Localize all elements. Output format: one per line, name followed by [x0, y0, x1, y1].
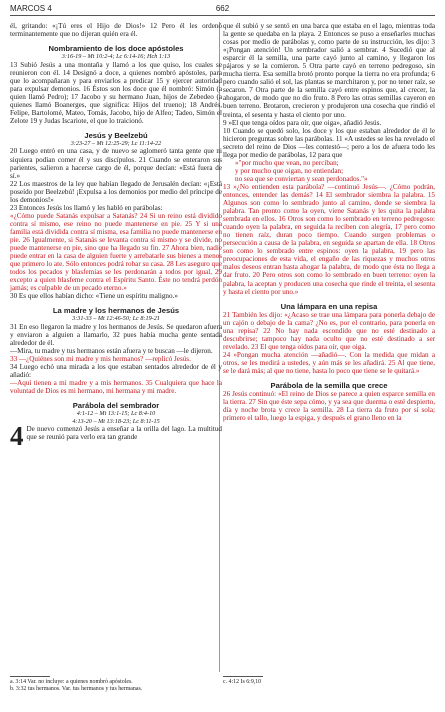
section-heading: Nombramiento de los doce apóstoles — [48, 44, 184, 54]
words-of-jesus: 26 Jesús continuó: «El reino de Dios se parece a quien esparce semilla en la tierra. 27 Sin que éste sepa cómo, y ya sea que duerma o esté despierto, día y noche brota y crece la semilla. 28 La tierra da fruto por sí sola; primero el tallo, luego la espiga, y después el grano lleno en la — [223, 389, 435, 423]
parallel-references: 4:1-12 – Mt 13:1-15; Lc 8:4-10 — [76, 410, 156, 418]
section-heading: Parábola del sembrador — [72, 401, 160, 411]
section-heading: Parábola de la semilla que crece — [270, 380, 388, 390]
words-of-jesus: «¿Cómo puede Satanás expulsar a Satanás? 24 Si un reino está dividido contra sí mismo, ese reino no puede mantenerse en pie. 25 Y si una familia está dividida contra sí misma, esa familia no puede mantenerse en pie. 26 Igualmente, si Satanás se levanta contra sí mismo y se divide, no puede mantenerse en pie, sino que ha llegado su fin. 27 Ahora bien, nadie puede entrar en la casa de alguien fuerte y arrebatarle sus bienes a menos que primero lo ate. Sólo entonces podrá robar su casa. 28 Les aseguro que todos los pecados y blasfemias se les perdonarán a todos por igual, 29 excepto a quien blasfeme contra el Espíritu Santo. Éste no tendrá perdón jamás; es culpable de un pecado eterno.» — [10, 211, 222, 293]
paragraph: 23 Entonces Jesús los llamó y les habló en parábolas: — [10, 203, 163, 212]
poetry-line: y por mucho que oigan, no entiendan; — [235, 166, 344, 175]
footnotes-left — [10, 679, 220, 693]
footnote: b. 3:32 tus hermanos. Var. tus hermanos y tus hermanas. — [10, 686, 143, 692]
paragraph: que él subió y se sentó en una barca que estaba en el lago, mientras toda la gente se quedaba en la playa. 2 Entonces se puso a enseñarles muchas cosas por medio de parábolas y, como parte de su instrucción, les dijo: 3 «¡Pongan atención! Un sembrador salió a sembrar. 4 Sucedió que al esparcir él la semilla, una parte cayó junto al camino, y llegaron los pájaros y se la comieron. 5 Otra parte cayó en terreno pedregoso, sin mucha tierra. Esa semilla brotó pronto porque la tierra no era profunda; 6 pero cuando salió el sol, las plantas se marchitaron y, por no tener raíz, se secaron. 7 Otra parte de la semilla cayó entre espinos que, al crecer, la ahogaron, de modo que no dio fruto. 8 Pero las otras semillas cayeron en buen terreno. Brotaron, crecieron y produjeron una cosecha que rindió el treinta, el sesenta y hasta el ciento por uno. — [223, 22, 435, 119]
left-column — [10, 22, 222, 452]
poetry-line: »"por mucho que vean, no perciban; — [235, 158, 339, 167]
section-heading: La madre y los hermanos de Jesús — [52, 306, 180, 316]
parallel-references: 3:31-33 – Mt 12:46-50; Lc 8:19-21 — [72, 315, 160, 323]
page-header — [10, 4, 435, 16]
paragraph: 22 Los maestros de la ley que habían llegado de Jerusalén decían: «¡Está poseído por Beelzebú! ¡Expulsa a los demonios por medio del príncipe de los demonios!» — [10, 179, 222, 204]
paragraph: 34 Luego echó una mirada a los que estaban sentados alrededor de él y añadió: — [10, 363, 222, 380]
header-rule — [10, 15, 435, 16]
page-number: 662 — [215, 4, 230, 13]
paragraph: 30 Es que ellos habían dicho: «Tiene un espíritu maligno.» — [10, 292, 178, 301]
paragraph: él, gritando: «¡Tú eres el Hijo de Dios!» 12 Pero él les ordenó terminantemente que no dijeran quién era él. — [10, 22, 222, 39]
paragraph-text: De nuevo comenzó Jesús a enseñar a la orilla del lago. La multitud que se reunió para verlo era tan grande — [26, 425, 222, 442]
footnote: a. 3:14 Var. no incluye: a quienes nombró apóstoles. — [10, 679, 133, 685]
paragraph: —Mira, tu madre y tus hermanos están afuera y te buscan —le dijeron. — [10, 347, 213, 355]
paragraph: 9 »El que tenga oídos para oír, que oiga», añadió Jesús. — [223, 118, 382, 127]
section-heading: Una lámpara en una repisa — [280, 301, 378, 311]
paragraph: 20 Luego entró en una casa, y de nuevo se aglomeró tanta gente que ni siquiera podían comer él y sus discípulos. 21 Cuando se enteraron sus parientes, salieron a hacerse cargo de él, porque decían: «Está fuera de sí.» — [10, 147, 222, 180]
words-of-jesus: 21 También les dijo: «¿Acaso se trae una lámpara para ponerla debajo de un cajón o debajo de la cama? ¿No es, por el contrario, para ponerla en una repisa? 22 No hay nada escondido que no esté destinado a descubrirse; tampoco hay nada oculto que no esté destinado a ser revelado. 23 El que tenga oídos para oír, que oiga. — [223, 310, 435, 351]
footnote: c. 4:12 Is 6:9,10 — [223, 679, 262, 685]
footnotes-right — [223, 679, 433, 686]
words-of-jesus: 33 —¿Quiénes son mi madre y mis hermanos? —replicó Jesús. — [10, 355, 191, 364]
paragraph: 10 Cuando se quedó solo, los doce y los que estaban alrededor de él le hicieron preguntas sobre las parábolas. 11 «A ustedes se les ha revelado el secreto del reino de Dios —les contestó—; pero a los de afuera todo les llega por medio de parábolas, 12 para que — [223, 126, 435, 159]
words-of-jesus: 13 »¿No entienden esta parábola? —continuó Jesús—. ¿Cómo podrán, entonces, entender las demás? 14 El sembrador siembra la palabra. 15 Algunos son como lo sembrado junto al camino, donde se siembra la palabra. Tan pronto como la oyen, viene Satanás y les quita la palabra sembrada en ellos. 16 Otros son como lo sembrado en terreno pedregoso: cuando oyen la palabra, en seguida la reciben con alegría, 17 pero como no tienen raíz, duran poco tiempo. Cuando surgen problemas o persecución a causa de la palabra, en seguida se apartan de ella. 18 Otros son como lo sembrado entre espinos: oyen la palabra, 19 pero las preocupaciones de esta vida, el engaño de las riquezas y muchos otros malos deseos entran hasta ahogar la palabra, de modo que ésta no llega a dar fruto. 20 Pero otros son como lo sembrado en buen terreno: oyen la palabra, la aceptan y producen una cosecha que rinde el treinta, el sesenta y hasta el ciento por uno.» — [223, 182, 435, 296]
running-head: MARCOS 4 — [10, 4, 52, 13]
right-column — [223, 22, 435, 422]
paragraph: 13 Subió Jesús a una montaña y llamó a los que quiso, los cuales se reunieron con él. 14 Designó a doce, a quienes nombró apóstoles, para que lo acompañaran y para enviarlos a predicar 15 y ejercer autoridad para expulsar demonios. 16 Éstos son los doce que él nombró: Simón (a quien llamó Pedro); 17 Jacobo y su hermano Juan, hijos de Zebedeo (a quienes llamó Boanerges, que significa: Hijos del trueno); 18 Andrés, Felipe, Bartolomé, Mateo, Tomás, Jacobo, hijo de Alfeo; Tadeo, Simón el Zelote 19 y Judas Iscariote, el que lo traicionó. — [10, 60, 222, 125]
paragraph: 31 En eso llegaron la madre y los hermanos de Jesús. Se quedaron afuera y enviaron a alguien a llamarlo, 32 pues había mucha gente sentada alrededor de él. — [10, 322, 222, 347]
poetry-line: no sea que se conviertan y sean perdonados."» — [235, 174, 368, 183]
footnote-rule — [223, 676, 263, 677]
chapter-number: 4 — [10, 421, 24, 452]
parallel-references: 3:23-27 – Mt 12:25-29; Lc 11:14-22 — [70, 139, 162, 147]
words-of-jesus: 24 »Pongan mucha atención —añadió—. Con la medida que midan a otros, se les medirá a ustedes, y aún más se les añadirá. 25 Al que tiene, se le dará más; al que no tiene, hasta lo poco que tiene se le quitará.» — [223, 350, 435, 375]
section-heading: Jesús y Beelzebú — [84, 130, 148, 140]
parallel-references: 3:16-19 – Mt 10:2-4; Lc 6:14-16; Hch 1:13 — [61, 53, 171, 61]
footnote-rule — [10, 676, 50, 677]
words-of-jesus: —Aquí tienen a mi madre y a mis hermanos. 35 Cualquiera que hace la voluntad de Dios es mi hermano, mi hermana y mi madre. — [10, 379, 222, 396]
parallel-references: 4:13-20 – Mt 13:18-23; Lc 8:11-15 — [72, 417, 160, 425]
